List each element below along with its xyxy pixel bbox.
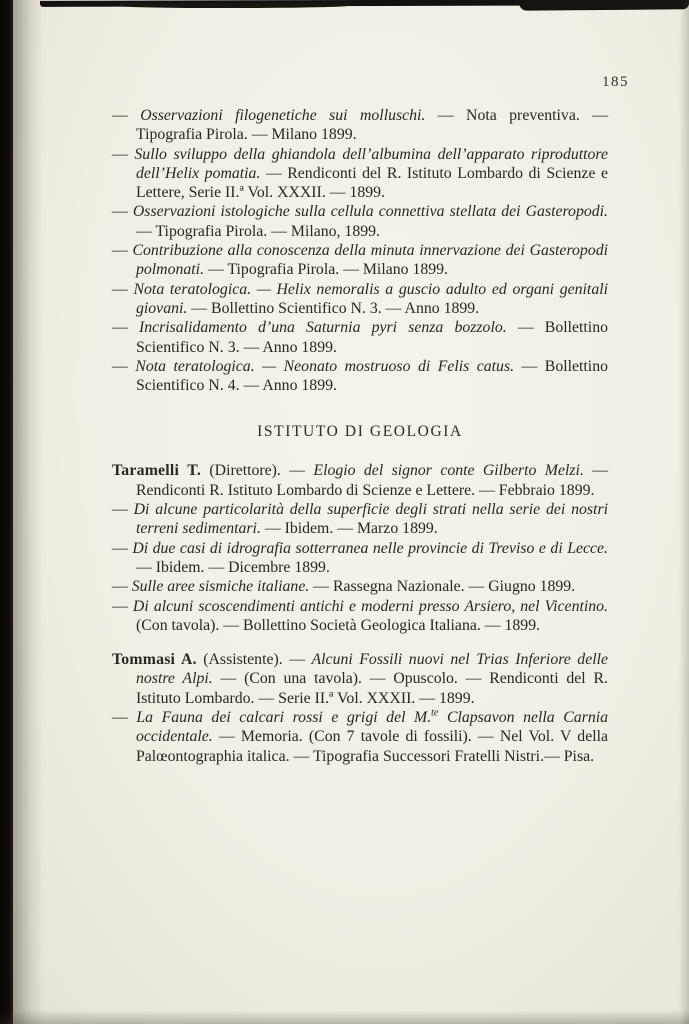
bibliography-entry: [112, 539, 608, 578]
entry-text-segment: Nota teratologica. — Helix nemoralis a guscio adulto ed organi genitali giovani.: [133, 280, 608, 317]
bibliography-entry: [112, 357, 608, 396]
entry-text-segment: Tommasi A.: [112, 651, 197, 669]
entry-text-segment: — Rendiconti del R. Istituto Lombardo di Scienze e Lettere, Serie II.ª Vol. XXXII. — 1899.: [136, 164, 608, 202]
entry-text-segment: (Direttore). —: [201, 462, 314, 480]
entry-text-segment: — Memoria. (Con 7 tavole di fossili). — Nel Vol. V della Palœontographia italica. — Tipografia Successori Fratelli Nistri.— Pisa.: [136, 728, 608, 765]
entry-text-segment: —: [112, 145, 135, 163]
bibliography-entry: [112, 650, 608, 708]
bibliography-entry: [112, 708, 608, 766]
entry-text-segment: Osservazioni filogenetiche sui molluschi.: [140, 107, 426, 124]
entry-text-segment: — Nota preventiva. — Tipografia Pirola. — Milano 1899.: [136, 107, 608, 144]
scan-bottom-edge-shadow: [0, 1010, 689, 1024]
bibliography-entry: [112, 318, 608, 357]
entry-text-segment: Osservazioni istologiche sulla cellula connettiva stellata dei Gasteropodi.: [132, 203, 608, 221]
entry-text-segment: Alcuni Fossili nuovi nel Trias Inferiore delle nostre Alpi.: [136, 651, 609, 688]
bibliography-entry: [112, 280, 608, 319]
entry-text-segment: — Ibidem. — Marzo 1899.: [260, 520, 438, 538]
entry-text-segment: —: [112, 501, 134, 519]
scan-top-edge-blob: [519, 0, 689, 11]
entry-text-segment: — Ibidem. — Dicembre 1899.: [136, 558, 330, 576]
book-binding-shadow: [0, 0, 13, 1024]
entry-text-segment: Di alcune particolarità della superficie degli strati nella serie dei nostri terreni sedimentari.: [133, 501, 608, 538]
entry-text-segment: Di due casi di idrografia sotterranea nelle provincie di Treviso e di Lecce.: [132, 539, 608, 557]
bibliography-entry: [112, 106, 608, 145]
entry-text-segment: Taramelli T.: [112, 462, 202, 480]
bibliography-entry: [112, 202, 608, 241]
entry-text-segment: Sulle aree sismiche italiane.: [131, 578, 310, 596]
entry-text-segment: Nota teratologica. — Neonato mostruoso di Felis catus.: [135, 357, 515, 375]
entry-text-segment: —: [112, 357, 136, 375]
entry-text-segment: — Tipografia Pirola. — Milano 1899.: [204, 261, 449, 279]
entry-text-segment: — Tipografia Pirola. — Milano, 1899.: [136, 222, 380, 240]
entry-text-segment: Di alcuni scoscendimenti antichi e moderni presso Arsiero, nel Vicentino.: [132, 597, 608, 615]
entry-text-segment: —: [112, 107, 141, 124]
entry-text-segment: Contribuzione alla conoscenza della minuta innervazione dei Gasteropodi polmonati.: [132, 242, 608, 279]
bibliography-entry: [112, 241, 608, 280]
bibliography-entry: [112, 577, 608, 596]
bibliography-entry: [112, 145, 608, 203]
entry-text-segment: Clapsavon nella Carnia occidentale.: [136, 709, 609, 746]
entry-text-segment: —: [112, 578, 132, 596]
entry-text-segment: —: [112, 203, 133, 221]
bibliography-entry: [112, 500, 608, 539]
bibliography-entry: [112, 461, 608, 500]
entry-text-segment: —: [112, 597, 133, 615]
entry-text-segment: —: [112, 319, 139, 337]
entry-text-segment: —: [112, 280, 134, 298]
entry-text-segment: —: [112, 242, 133, 260]
entry-text-segment: — Bollettino Scientifico N. 3. — Anno 1899.: [136, 319, 608, 356]
scan-right-edge-shadow: [679, 0, 689, 1024]
section-heading: ISTITUTO DI GEOLOGIA: [257, 423, 463, 441]
page-number: 185: [602, 74, 629, 90]
entry-text-segment: — Bollettino Scientifico N. 4. — Anno 1899.: [136, 357, 608, 395]
entry-text-segment: Incrisalidamento d’una Saturnia pyri senza bozzolo.: [138, 319, 507, 337]
entry-text-segment: La Fauna dei calcari rossi e grigi del M.: [136, 709, 432, 727]
entry-text-segment: (Assistente). —: [196, 651, 312, 669]
entry-text-segment: — Rassegna Nazionale. — Giugno 1899.: [309, 578, 576, 596]
entry-text-segment: — (Con una tavola). — Opuscolo. — Rendiconti del R. Istituto Lombardo. — Serie II.ª Vol. XXXII. — 1899.: [136, 670, 608, 707]
bibliography-entry: [112, 597, 608, 636]
entry-text-segment: —: [112, 539, 133, 557]
bibliography-content: [112, 106, 608, 766]
entry-text-segment: Sullo sviluppo della ghiandola dell’albumina dell’apparato riproduttore dell’Helix pomatia.: [134, 145, 609, 182]
entry-text-segment: — Rendiconti R. Istituto Lombardo di Scienze e Lettere. — Febbraio 1899.: [136, 462, 609, 499]
entry-text-segment: Elogio del signor conte Gilberto Melzi.: [313, 462, 584, 480]
entry-text-segment: —: [112, 709, 137, 727]
entry-text-segment: te: [431, 707, 439, 719]
binding-gradient-shadow: [13, 0, 43, 1024]
entry-text-segment: (Con tavola). — Bollettino Società Geologica Italiana. — 1899.: [136, 616, 541, 634]
entry-text-segment: — Bollettino Scientifico N. 3. — Anno 1899.: [187, 299, 480, 317]
scan-top-edge-wiggle: [120, 3, 350, 8]
